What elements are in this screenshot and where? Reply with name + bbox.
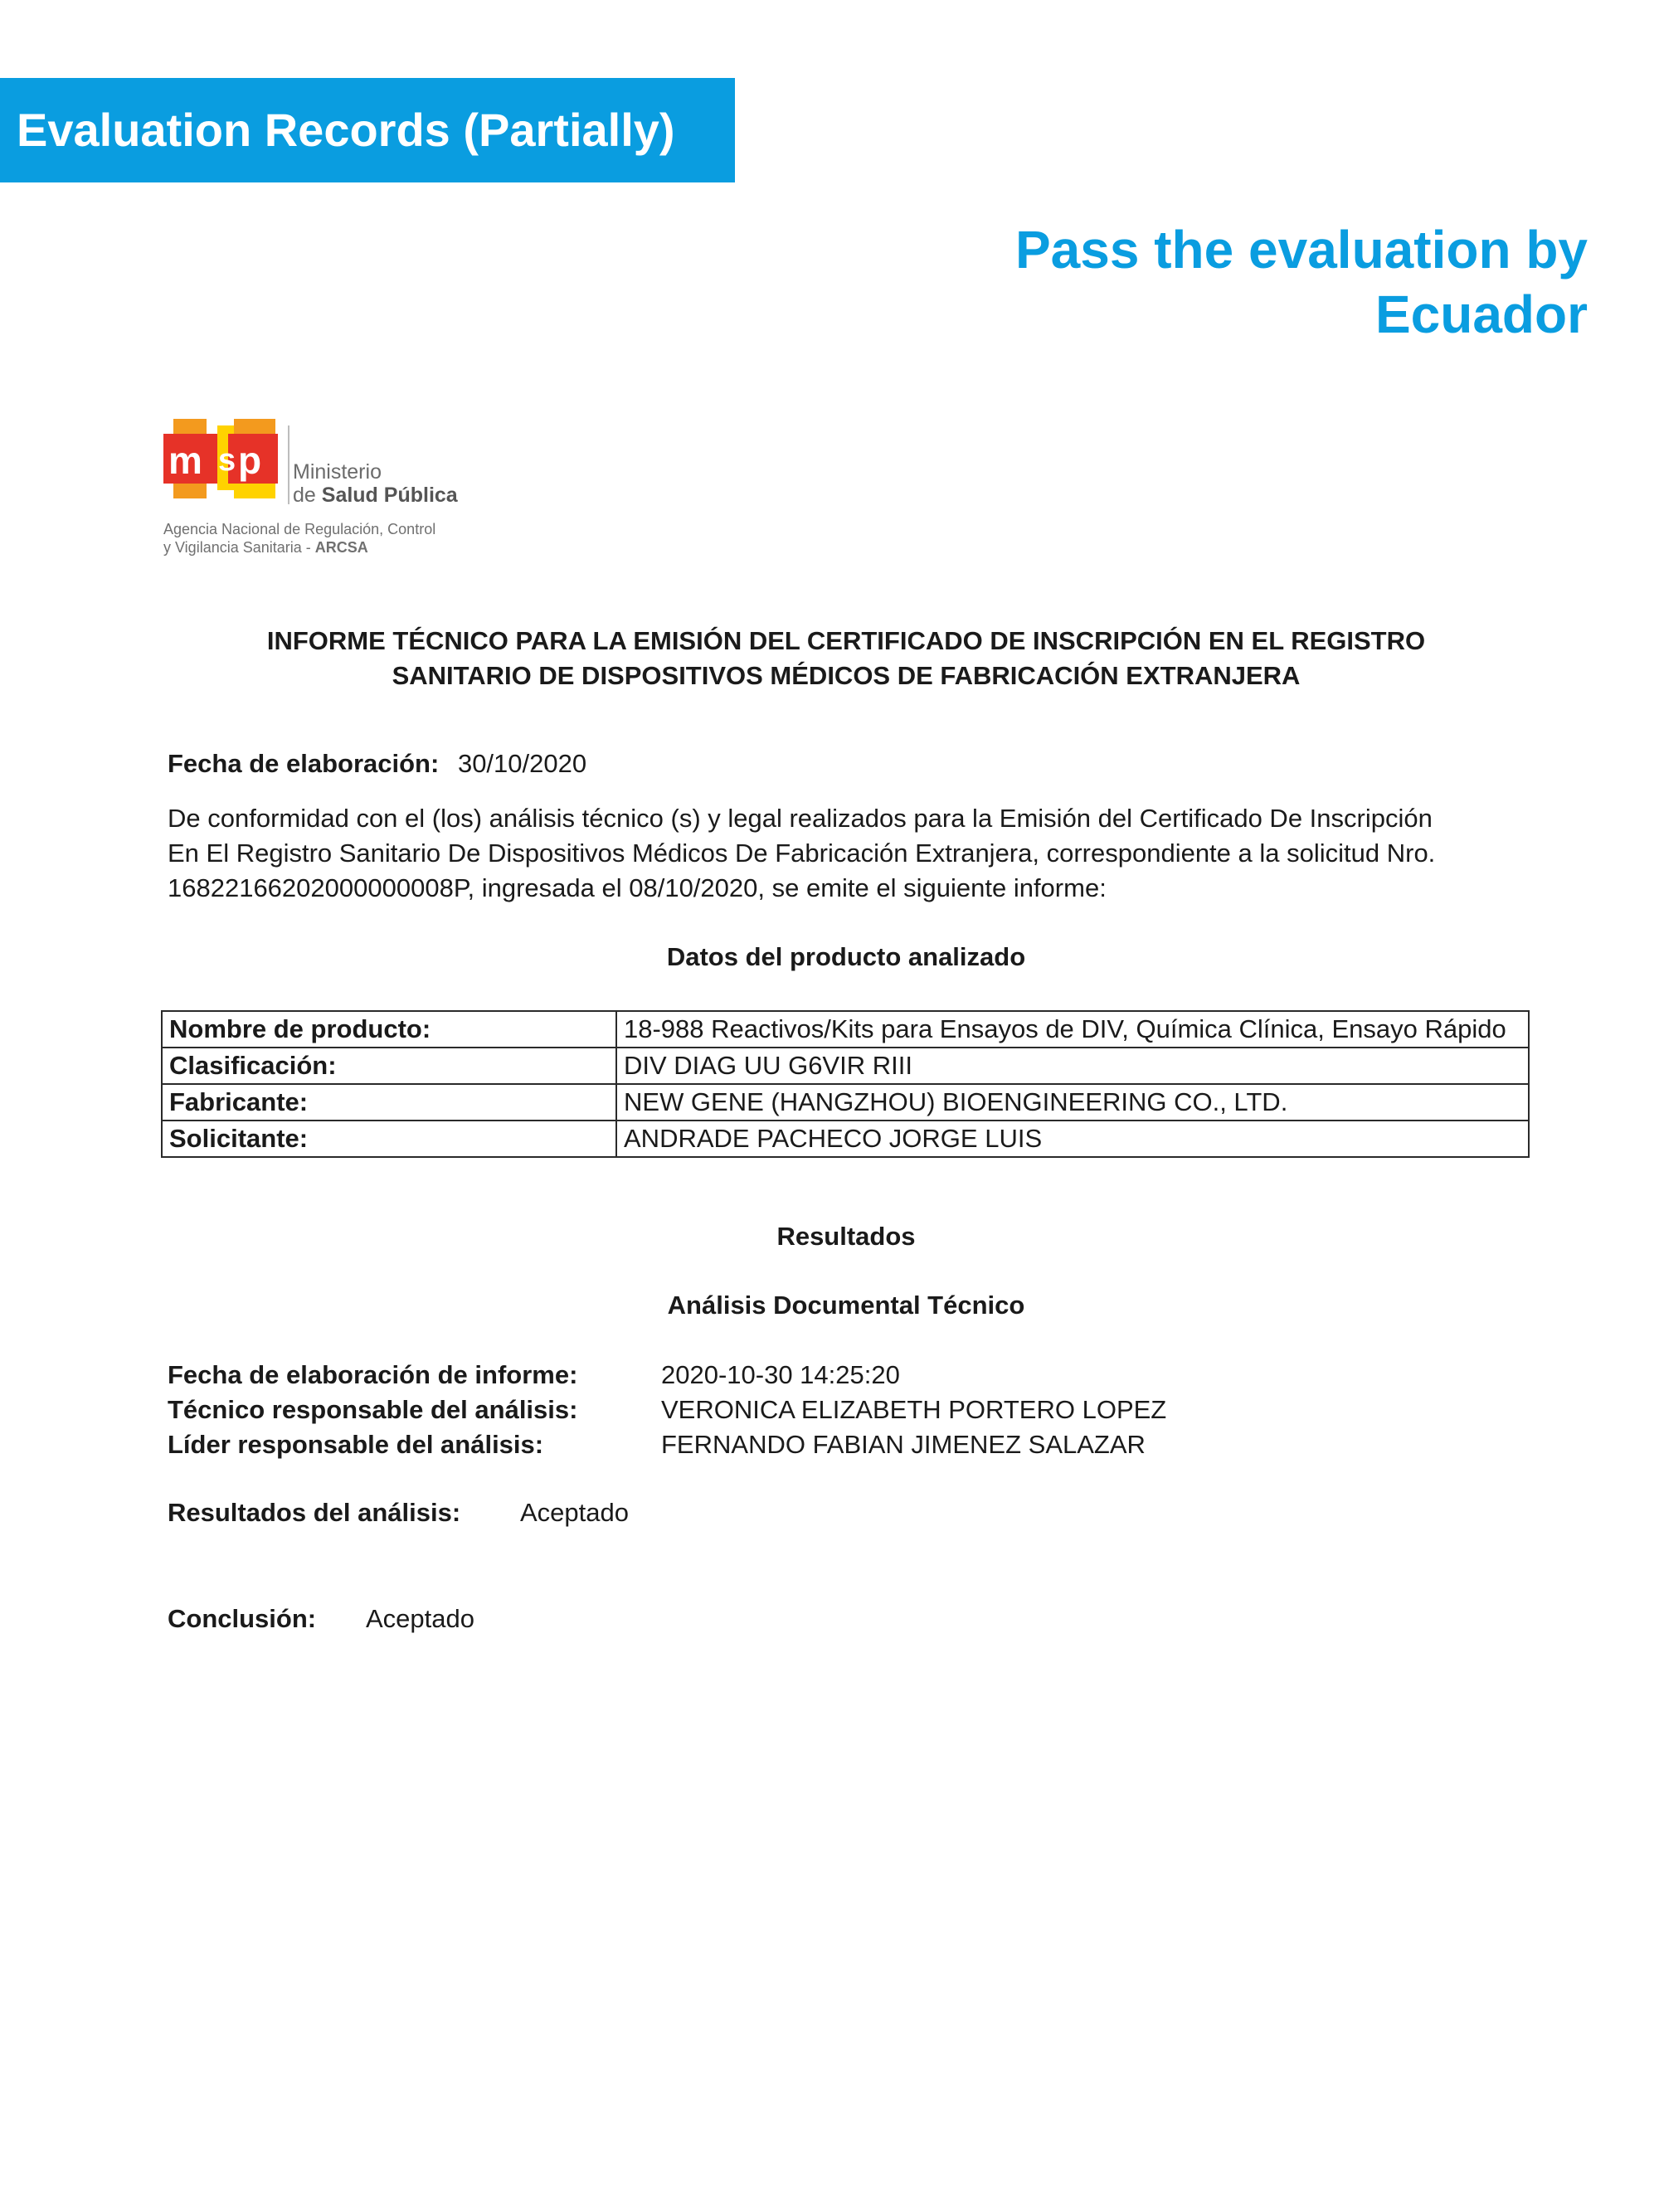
applicant-value: ANDRADE PACHECO JORGE LUIS: [616, 1121, 1529, 1157]
analisis-documental-heading: Análisis Documental Técnico: [667, 1291, 1025, 1320]
resultados-analisis-label: Resultados del análisis:: [168, 1498, 461, 1527]
resultados-analisis-row: [168, 1495, 460, 1530]
logo-ministry-line1: Ministerio: [293, 460, 382, 484]
msp-logo-icon: [163, 419, 284, 506]
fecha-elaboracion-row: [168, 746, 586, 781]
tecnico-value: VERONICA ELIZABETH PORTERO LOPEZ: [661, 1395, 1167, 1424]
report-date-row: [168, 1358, 577, 1393]
resultados-analisis-value: Aceptado: [520, 1498, 629, 1527]
tecnico-label: Técnico responsable del análisis:: [168, 1395, 578, 1424]
intro-paragraph-line1: De conformidad con el (los) análisis técnico (s) y legal realizados para la Emisión del Certificado De Inscripción: [168, 804, 1433, 833]
manufacturer-value: NEW GENE (HANGZHOU) BIOENGINEERING CO., LTD.: [616, 1084, 1529, 1121]
pass-heading-line2: Ecuador: [1374, 284, 1588, 344]
classification-value: DIV DIAG UU G6VIR RIII: [616, 1048, 1529, 1084]
manufacturer-label: Fabricante:: [162, 1084, 616, 1121]
document-title-line2: SANITARIO DE DISPOSITIVOS MÉDICOS DE FABRICACIÓN EXTRANJERA: [392, 661, 1301, 690]
logo-mark-s: s: [218, 443, 236, 478]
intro-paragraph: [168, 801, 1536, 906]
product-name-value: 18-988 Reactivos/Kits para Ensayos de DIV, Química Clínica, Ensayo Rápido: [616, 1011, 1529, 1048]
tecnico-row: [168, 1393, 577, 1427]
evaluation-records-banner: Evaluation Records (Partially): [0, 78, 735, 182]
lider-label: Líder responsable del análisis:: [168, 1430, 544, 1459]
lider-row: [168, 1427, 543, 1462]
datos-producto-heading: Datos del producto analizado: [666, 942, 1026, 971]
pass-evaluation-heading: [758, 217, 1588, 347]
fecha-elaboracion-label: Fecha de elaboración:: [168, 749, 440, 778]
pass-heading-line1: Pass the evaluation by: [1014, 220, 1588, 280]
lider-value: FERNANDO FABIAN JIMENEZ SALAZAR: [661, 1430, 1146, 1459]
product-name-label: Nombre de producto:: [162, 1011, 616, 1048]
table-row: [162, 1084, 1529, 1121]
msp-arcsa-logo: [163, 419, 462, 564]
intro-paragraph-line3: 16822166202000000008P, ingresada el 08/10/2020, se emite el siguiente informe:: [168, 873, 1107, 902]
logo-mark-p: p: [238, 439, 262, 482]
intro-paragraph-line2: En El Registro Sanitario De Dispositivos Médicos De Fabricación Extranjera, correspondiente a la solicitud Nro.: [168, 839, 1436, 868]
logo-ministry-prefix: de: [293, 484, 322, 507]
logo-divider: [288, 425, 289, 504]
logo-ministry-line2: [293, 484, 458, 508]
report-date-label: Fecha de elaboración de informe:: [168, 1360, 578, 1389]
logo-mark-m: m: [168, 439, 202, 482]
logo-agency-bold: ARCSA: [314, 539, 368, 556]
table-row: [162, 1011, 1529, 1048]
table-row: [162, 1048, 1529, 1084]
logo-ministry-bold: Salud Pública: [321, 484, 458, 507]
conclusion-value: Aceptado: [366, 1604, 474, 1633]
report-date-value: 2020-10-30 14:25:20: [661, 1360, 900, 1389]
product-data-table: [161, 1010, 1530, 1158]
conclusion-row: [168, 1602, 316, 1636]
applicant-label: Solicitante:: [162, 1121, 616, 1157]
document-title: [149, 624, 1543, 693]
table-row: [162, 1121, 1529, 1157]
logo-agency-prefix: y Vigilancia Sanitaria -: [163, 539, 315, 556]
logo-agency-line2: [163, 539, 368, 557]
logo-agency-line1: Agencia Nacional de Regulación, Control: [163, 521, 436, 537]
classification-label: Clasificación:: [162, 1048, 616, 1084]
document-title-line1: INFORME TÉCNICO PARA LA EMISIÓN DEL CERTIFICADO DE INSCRIPCIÓN EN EL REGISTRO: [266, 626, 1426, 655]
resultados-heading: Resultados: [776, 1222, 916, 1251]
conclusion-label: Conclusión:: [168, 1604, 317, 1633]
fecha-elaboracion-value: 30/10/2020: [457, 749, 587, 778]
